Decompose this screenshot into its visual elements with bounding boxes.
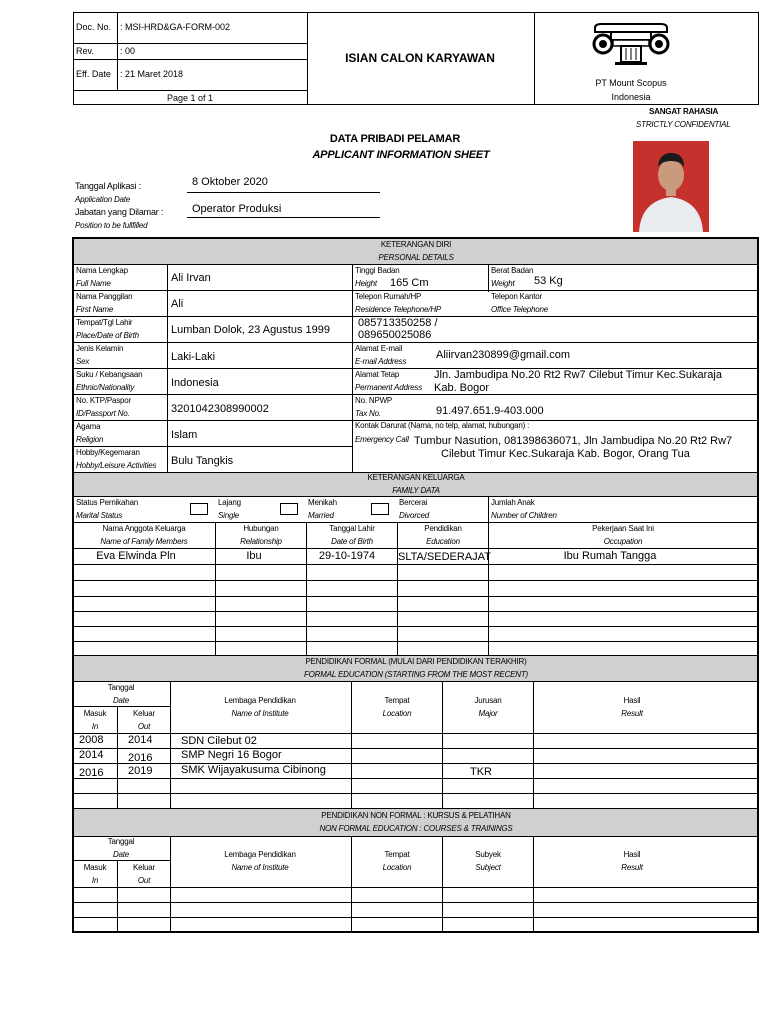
first-name-label-en: First Name — [76, 305, 114, 314]
weight-label-en: Weight — [491, 279, 515, 288]
family-col-occupation: Pekerjaan Saat Ini — [592, 524, 654, 533]
family-col-dob: Tanggal Lahir — [329, 524, 375, 533]
office-phone-label: Telepon Kantor — [491, 292, 543, 301]
rev-value: : 00 — [120, 46, 136, 56]
email-value[interactable]: Aliirvan230899@gmail.com — [436, 349, 571, 361]
address-value-1[interactable]: Jln. Jambudipa No.20 Rt2 Rw7 Cilebut Timur Kec.Sukaraja — [434, 369, 722, 381]
formal-edu-section-title-en: FORMAL EDUCATION (STARTING FROM THE MOST RECENT) — [303, 670, 529, 679]
company-name: PT Mount Scopus — [595, 78, 667, 88]
sex-value[interactable]: Laki-Laki — [171, 351, 216, 363]
weight-value[interactable]: 53 Kg — [534, 275, 563, 287]
formal-edu-col-in-en: In — [91, 722, 99, 731]
nonformal-edu-col-subject-en: Subject — [475, 863, 501, 872]
hobby-value[interactable]: Bulu Tangkis — [171, 455, 234, 467]
formal-edu-col-institute: Lembaga Pendidikan — [224, 696, 296, 705]
nonformal-edu-col-subject: Subyek — [475, 850, 501, 859]
eff-date-value: : 21 Maret 2018 — [120, 69, 184, 79]
confidential-label: SANGAT RAHASIA — [649, 107, 719, 116]
first-name-label: Nama Panggilan — [76, 292, 133, 301]
marital-label: Status Pernikahan — [76, 498, 138, 507]
height-label-en: Height — [355, 279, 377, 288]
formal-edu-institute[interactable]: SDN Cilebut 02 — [181, 735, 257, 747]
application-date-label: Tanggal Aplikasi : — [75, 181, 141, 191]
formal-edu-institute[interactable]: SMP Negri 16 Bogor — [181, 749, 282, 761]
single-checkbox[interactable] — [190, 503, 208, 515]
phone-label: Telepon Rumah/HP — [355, 292, 422, 301]
family-col-relationship: Hubungan — [243, 524, 279, 533]
divorced-checkbox[interactable] — [371, 503, 389, 515]
phone-value-1[interactable]: 085713350258 / — [358, 317, 438, 329]
npwp-label: No. NPWP — [355, 396, 393, 405]
nonformal-edu-col-date: Tanggal — [107, 837, 135, 846]
doc-no-value: : MSI-HRD&GA-FORM-002 — [120, 22, 231, 32]
sex-label: Jenis Kelamin — [76, 344, 124, 353]
formal-edu-out[interactable]: 2019 — [128, 765, 153, 777]
email-label: Alamat E-mail — [355, 344, 403, 353]
nonformal-edu-col-institute-en: Name of Institute — [231, 863, 289, 872]
eff-date-label: Eff. Date — [76, 69, 111, 79]
sheet-title-en: APPLICANT INFORMATION SHEET — [312, 149, 490, 161]
religion-label-en: Religion — [76, 435, 104, 444]
nonformal-edu-section-title-en: NON FORMAL EDUCATION : COURSES & TRAININGS — [319, 824, 513, 833]
divorced-label: Bercerai — [399, 498, 428, 507]
birth-value[interactable]: Lumban Dolok, 23 Agustus 1999 — [171, 324, 331, 336]
id-label: No. KTP/Paspor — [76, 396, 132, 405]
position-value[interactable]: Operator Produksi — [192, 203, 282, 215]
family-col-occupation-en: Occupation — [603, 537, 643, 546]
page-number: Page 1 of 1 — [166, 93, 214, 103]
emergency-label-en: Emergency Call — [355, 435, 409, 444]
formal-edu-col-location: Tempat — [384, 696, 410, 705]
npwp-value[interactable]: 91.497.651.9-403.000 — [436, 405, 544, 417]
company-logo — [591, 22, 671, 66]
emergency-value-1[interactable]: Tumbur Nasution, 081398636071, Jln Jambudipa No.20 Rt2 Rw7 — [414, 435, 733, 447]
ethnic-label-en: Ethnic/Nationality — [76, 383, 135, 392]
formal-edu-col-in: Masuk — [83, 709, 107, 718]
phone-label-en: Residence Telephone/HP — [355, 305, 442, 314]
formal-edu-col-date-en: Date — [112, 696, 130, 705]
formal-edu-in[interactable]: 2016 — [79, 767, 104, 779]
sheet-title: DATA PRIBADI PELAMAR — [329, 133, 461, 145]
nonformal-edu-col-location: Tempat — [384, 850, 410, 859]
address-value-2[interactable]: Kab. Bogor — [434, 382, 490, 394]
religion-value[interactable]: Islam — [171, 429, 198, 441]
formal-edu-col-result: Hasil — [623, 696, 641, 705]
applicant-photo — [633, 141, 709, 232]
family-col-dob-en: Date of Birth — [331, 537, 373, 546]
formal-edu-out[interactable]: 2014 — [128, 734, 153, 746]
married-label-en: Married — [308, 511, 334, 520]
hobby-label: Hobby/Kegemaran — [76, 448, 140, 457]
family-col-education-en: Education — [426, 537, 460, 546]
family-col-relationship-en: Relationship — [240, 537, 282, 546]
nonformal-edu-section-title: PENDIDIKAN NON FORMAL : KURSUS & PELATIHAN — [321, 811, 511, 820]
application-date-value[interactable]: 8 Oktober 2020 — [192, 176, 268, 188]
emergency-label: Kontak Darurat (Nama, no telp, alamat, hubungan) : — [355, 421, 530, 430]
personal-section-title: KETERANGAN DIRI — [380, 240, 452, 249]
id-value[interactable]: 3201042308990002 — [171, 403, 269, 415]
formal-edu-in[interactable]: 2014 — [79, 749, 104, 761]
company-country: Indonesia — [611, 92, 651, 102]
ethnic-value[interactable]: Indonesia — [171, 377, 219, 389]
sex-label-en: Sex — [76, 357, 90, 366]
nonformal-edu-col-in-en: In — [91, 876, 99, 885]
family-member-education[interactable]: SLTA/SEDERAJAT — [398, 551, 491, 563]
single-label-en: Single — [218, 511, 240, 520]
birth-label-en: Place/Date of Birth — [76, 331, 139, 340]
nonformal-edu-col-in: Masuk — [83, 863, 107, 872]
full-name-value[interactable]: Ali Irvan — [171, 272, 211, 284]
children-label-en: Number of Children — [491, 511, 557, 520]
weight-label: Berat Badan — [491, 266, 534, 275]
height-value[interactable]: 165 Cm — [390, 277, 429, 289]
nonformal-edu-col-out-en: Out — [137, 876, 151, 885]
formal-edu-col-out-en: Out — [137, 722, 151, 731]
divorced-label-en: Divorced — [399, 511, 429, 520]
office-phone-label-en: Office Telephone — [491, 305, 548, 314]
single-label: Lajang — [218, 498, 241, 507]
nonformal-edu-col-institute: Lembaga Pendidikan — [224, 850, 296, 859]
children-label: Jumlah Anak — [491, 498, 535, 507]
formal-edu-col-out: Keluar — [133, 709, 155, 718]
birth-label: Tempat/Tgl Lahir — [76, 318, 133, 327]
formal-edu-out[interactable]: 2016 — [128, 752, 153, 764]
family-member-dob[interactable]: 29-10-1974 — [318, 550, 376, 562]
formal-edu-section-title: PENDIDIKAN FORMAL (MULAI DARI PENDIDIKAN TERAKHIR) — [305, 657, 527, 666]
marital-label-en: Marital Status — [76, 511, 123, 520]
nonformal-edu-col-location-en: Location — [382, 863, 412, 872]
married-checkbox[interactable] — [280, 503, 298, 515]
nonformal-edu-col-date-en: Date — [112, 850, 130, 859]
family-member-relationship[interactable]: Ibu — [246, 550, 262, 562]
address-label-en: Permanent Address — [355, 383, 423, 392]
person-photo-icon — [633, 141, 709, 232]
family-member-occupation[interactable]: Ibu Rumah Tangga — [563, 550, 657, 562]
married-label: Menikah — [308, 498, 337, 507]
family-col-name: Nama Anggota Keluarga — [102, 524, 186, 533]
formal-edu-col-result-en: Result — [621, 709, 643, 718]
religion-label: Agama — [76, 422, 101, 431]
email-label-en: E-mail Address — [355, 357, 407, 366]
full-name-label: Nama Lengkap — [76, 266, 128, 275]
family-section-title-en: FAMILY DATA — [392, 486, 440, 495]
emergency-value-2[interactable]: Cilebut Timur Kec.Sukaraja Kab. Bogor, Orang Tua — [441, 448, 690, 460]
formal-edu-col-major-en: Major — [478, 709, 498, 718]
formal-edu-col-major: Jurusan — [474, 696, 502, 705]
id-label-en: ID/Passport No. — [76, 409, 130, 418]
height-label: Tinggi Badan — [355, 266, 400, 275]
family-member-name[interactable]: Eva Elwinda Pln — [96, 550, 176, 562]
phone-value-2[interactable]: 089650025086 — [358, 329, 432, 341]
family-col-education: Pendidikan — [424, 524, 462, 533]
formal-edu-major[interactable]: TKR — [470, 766, 492, 778]
ethnic-label: Suku / Kebangsaan — [76, 370, 143, 379]
full-name-label-en: Full Name — [76, 279, 111, 288]
nonformal-edu-col-result-en: Result — [621, 863, 643, 872]
doc-no-label: Doc. No. — [76, 22, 112, 32]
nonformal-edu-col-result: Hasil — [623, 850, 641, 859]
formal-edu-in[interactable]: 2008 — [79, 734, 104, 746]
family-section-title: KETERANGAN KELUARGA — [367, 473, 465, 482]
family-col-name-en: Name of Family Members — [100, 537, 188, 546]
nonformal-edu-col-out: Keluar — [133, 863, 155, 872]
rev-label: Rev. — [76, 46, 94, 56]
formal-edu-institute[interactable]: SMK Wijayakusuma Cibinong — [181, 764, 326, 776]
hobby-label-en: Hobby/Leisure Activities — [76, 461, 157, 470]
position-label: Jabatan yang Dilamar : — [75, 207, 164, 217]
formal-edu-col-location-en: Location — [382, 709, 412, 718]
address-label: Alamat Tetap — [355, 370, 400, 379]
position-label-en: Position to be fullfilled — [75, 221, 148, 230]
form-title: ISIAN CALON KARYAWAN — [345, 51, 495, 65]
personal-section-title-en: PERSONAL DETAILS — [378, 253, 454, 262]
first-name-value[interactable]: Ali — [171, 298, 184, 310]
formal-edu-col-date: Tanggal — [107, 683, 135, 692]
npwp-label-en: Tax No. — [355, 409, 381, 418]
formal-edu-col-institute-en: Name of Institute — [231, 709, 289, 718]
confidential-label-en: STRICTLY CONFIDENTIAL — [636, 120, 731, 129]
application-date-label-en: Application Date — [75, 195, 131, 204]
